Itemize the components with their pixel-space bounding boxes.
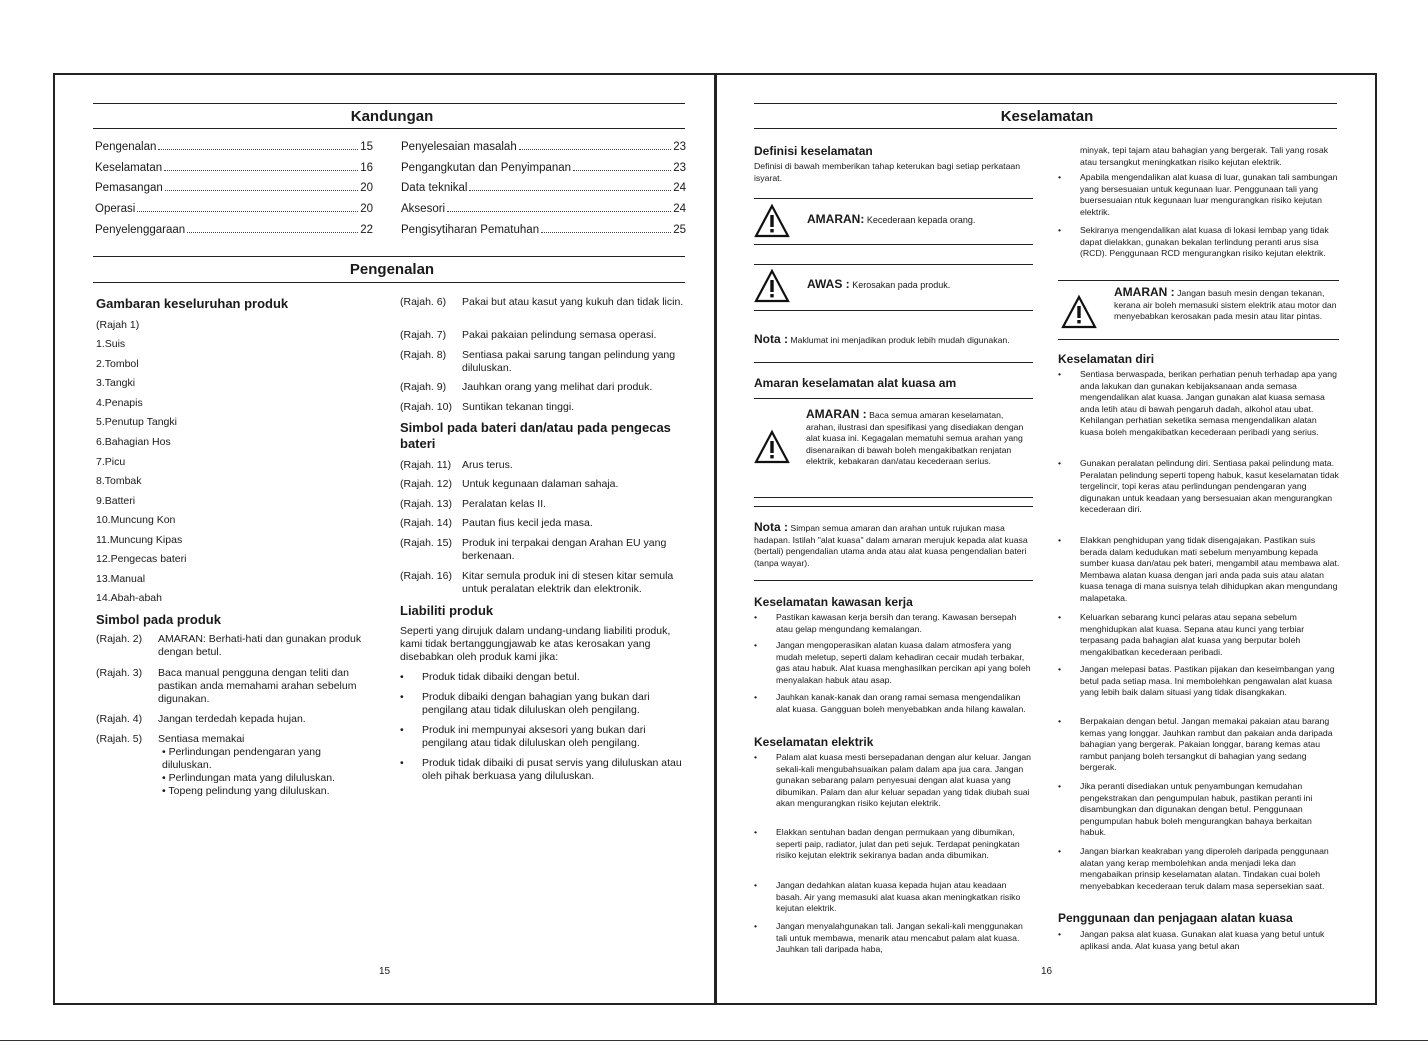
signal-word: Nota : bbox=[754, 520, 788, 534]
warning-icon bbox=[754, 268, 790, 304]
rule bbox=[93, 103, 685, 104]
list-item-text: Produk dibaiki dengan bahagian yang bukan dari pengilang atau tidak diluluskan oleh pengilang. bbox=[422, 691, 650, 716]
list-item bbox=[1058, 612, 1340, 660]
list-item bbox=[1058, 225, 1340, 273]
rule bbox=[754, 506, 1033, 507]
definitions-title: Definisi keselamatan bbox=[754, 144, 873, 158]
symbol-row bbox=[96, 633, 378, 661]
list-item-text: Elakkan sentuhan badan dengan permukaan yang dibumikan, seperti paip, radiator, julat dan peti sejuk. Terdapat peningkatan risiko kejutan elektrik sekiranya badan anda dibumikan. bbox=[776, 827, 1020, 860]
symbol-row bbox=[400, 349, 688, 377]
list-item bbox=[754, 880, 1034, 916]
caution-definition bbox=[807, 279, 1033, 292]
toc-leader bbox=[447, 211, 671, 212]
list-item bbox=[1058, 458, 1340, 528]
list-item bbox=[1058, 929, 1340, 953]
list-item-text: Produk ini mempunyai aksesori yang bukan dari pengilang atau tidak diluluskan oleh pengilang. bbox=[422, 724, 646, 749]
list-item-text: Jauhkan kanak-kanak dan orang ramai semasa mengendalikan alat kuasa. Gangguan boleh menyebabkan anda hilang kawalan. bbox=[776, 692, 1026, 714]
bullet: • bbox=[400, 757, 404, 769]
symbol-text: Produk ini terpakai dengan Arahan EU yang berkenaan. bbox=[462, 537, 667, 562]
spread-divider bbox=[714, 73, 717, 1005]
list-item-text: Sentiasa berwaspada, berikan perhatian penuh terhadap apa yang anda lakukan dan gunakan kebijaksanaan anda semasa mengendalikan alat kuasa. Jangan gunakan alat kuasa semasa anda letih atau di bawah pengaruh dadah, alkohol atau ubat. Kehilangan perhatian seketika semasa mengendalikan alatan kuasa boleh mengakibatkan kecederaan peribadi yang serius. bbox=[1080, 369, 1337, 437]
symbol-text: Peralatan kelas II. bbox=[462, 498, 547, 510]
toc-leader bbox=[541, 232, 671, 233]
list-item-text: Jangan melepasi batas. Pastikan pijakan dan keseimbangan yang betul pada setiap masa. Ini membolehkan pengawalan alat kuasa yang lebih baik dalam situasi yang tidak disangkakan. bbox=[1080, 664, 1335, 697]
electrical-safety-title: Keselamatan elektrik bbox=[754, 735, 874, 749]
list-item bbox=[400, 691, 690, 719]
contents-heading: Kandungan bbox=[350, 108, 434, 125]
list-item bbox=[754, 752, 1034, 822]
warning-text: Jangan basuh mesin dengan tekanan, kerana air boleh memasuki sistem elektrik atau motor dan menyebabkan kerosakan pada mesin atau litar pintas. bbox=[1114, 288, 1337, 321]
list-item bbox=[400, 724, 690, 752]
work-area-title: Keselamatan kawasan kerja bbox=[754, 595, 913, 609]
bullet: • bbox=[1058, 369, 1062, 379]
symbol-row bbox=[96, 733, 378, 747]
toc-page: 24 bbox=[673, 203, 686, 215]
liability-title: Liabiliti produk bbox=[400, 603, 494, 618]
symbol-text: Pakai but atau kasut yang kukuh dan tidak licin. bbox=[462, 296, 684, 308]
toc-page: 23 bbox=[673, 162, 686, 174]
bullet: • bbox=[1058, 458, 1062, 468]
figure-ref: (Rajah. 16) bbox=[400, 570, 452, 582]
ppe-item: • Perlindungan pendengaran yang bbox=[162, 746, 321, 758]
rule bbox=[754, 128, 1337, 129]
figure-ref: (Rajah. 2) bbox=[96, 633, 143, 645]
toc-label: Pemasangan bbox=[95, 182, 163, 194]
toc-leader bbox=[187, 232, 358, 233]
note-text: Simpan semua amaran dan arahan untuk rujukan masa hadapan. Istilah "alat kuasa" dalam amaran merujuk kepada alat kuasa (bertali) pengendalian utama anda atau alat kuasa pengendalian bateri (tanpa wayar). bbox=[754, 523, 1028, 568]
symbol-row bbox=[400, 329, 688, 343]
toc-entry[interactable] bbox=[401, 141, 686, 153]
rule bbox=[754, 198, 1033, 199]
toc-leader bbox=[519, 149, 671, 150]
list-item: 12.Pengecas bateri bbox=[96, 553, 187, 565]
bullet: • bbox=[1058, 664, 1062, 674]
general-warning bbox=[806, 409, 1032, 468]
symbol-row bbox=[400, 517, 690, 531]
list-item-text: Keluarkan sebarang kunci pelaras atau sepana sebelum menghidupkan alat kuasa. Sepana atau kunci yang terbiar terpasang pada bahagian alat kuasa yang berputar boleh mengakibatkan kecederaan peribadi. bbox=[1080, 612, 1305, 657]
toc-page: 24 bbox=[673, 182, 686, 194]
list-item bbox=[1058, 172, 1340, 220]
figure-ref: (Rajah. 15) bbox=[400, 537, 452, 549]
rule bbox=[754, 244, 1033, 245]
toc-entry[interactable] bbox=[95, 162, 373, 174]
bullet: • bbox=[400, 724, 404, 736]
toc-label: Keselamatan bbox=[95, 162, 163, 174]
warning-icon bbox=[1061, 294, 1097, 330]
list-item bbox=[400, 757, 690, 785]
toc-entry[interactable] bbox=[95, 203, 373, 215]
continued-text: minyak, tepi tajam atau bahagian yang bergerak. Tali yang rosak atau tersangkut meningkatkan risiko kejutan elektrik. bbox=[1080, 145, 1329, 167]
symbol-text: Pakai pakaian pelindung semasa operasi. bbox=[462, 329, 657, 341]
bullet: • bbox=[1058, 172, 1062, 182]
list-item-text: Jangan paksa alat kuasa. Gunakan alat kuasa yang betul untuk aplikasi anda. Alat kuasa yang betul akan bbox=[1080, 929, 1325, 951]
symbol-row bbox=[400, 537, 690, 565]
symbol-text: Suntikan tekanan tinggi. bbox=[462, 401, 575, 413]
symbol-row bbox=[400, 296, 688, 324]
toc-label: Aksesori bbox=[401, 203, 446, 215]
page-number: 16 bbox=[1041, 966, 1053, 977]
bullet: • bbox=[1058, 781, 1062, 791]
signal-text: Kerosakan pada produk. bbox=[852, 280, 951, 290]
bottom-rule bbox=[0, 1040, 1428, 1041]
list-item-text: Apabila mengendalikan alat kuasa di luar, gunakan tali sambungan yang bersesuaian untuk kegunaan luar. Penggunaan tali yang buersesuaian ntuk kegunaan luar mengurangkan risiko kejutan elektrik. bbox=[1080, 172, 1338, 217]
ppe-item: • Topeng pelindung yang diluluskan. bbox=[162, 785, 330, 797]
bullet: • bbox=[1058, 716, 1062, 726]
symbol-text: Jangan terdedah kepada hujan. bbox=[158, 713, 306, 725]
toc-page: 23 bbox=[673, 141, 686, 153]
symbol-text: Jauhkan orang yang melihat dari produk. bbox=[462, 381, 653, 393]
toc-page: 22 bbox=[360, 224, 373, 236]
signal-word: AMARAN: bbox=[807, 212, 865, 226]
list-item-text: Jangan menyalahgunakan tali. Jangan sekali-kali menggunakan tali untuk membawa, menarik atau mencabut palam alat kuasa. Jauhkan tali daripada haba, bbox=[776, 921, 1023, 954]
rule bbox=[1058, 280, 1339, 281]
symbol-text: Baca manual pengguna dengan teliti dan pastikan anda memahami arahan sebelum digunakan. bbox=[158, 667, 357, 705]
list-item: 7.Picu bbox=[96, 456, 126, 468]
toc-leader bbox=[137, 211, 358, 212]
figure-ref: (Rajah. 11) bbox=[400, 459, 452, 471]
toc-label: Penyelesaian masalah bbox=[401, 141, 517, 153]
rule bbox=[754, 264, 1033, 265]
toc-label: Data teknikal bbox=[401, 182, 468, 194]
definitions-text: Definisi di bawah memberikan tahap keterukan bagi setiap perkataan isyarat. bbox=[754, 161, 1021, 183]
toc-entry[interactable] bbox=[401, 203, 686, 215]
list-item-text: Produk tidak dibaiki dengan betul. bbox=[422, 671, 580, 683]
toc-label: Penyelenggaraan bbox=[95, 224, 186, 236]
list-item: 2.Tombol bbox=[96, 358, 139, 370]
note-definition bbox=[754, 334, 1033, 347]
figure-ref: (Rajah. 10) bbox=[400, 401, 452, 413]
symbol-row bbox=[400, 478, 690, 492]
toc-label: Operasi bbox=[95, 203, 136, 215]
figure-ref: (Rajah. 14) bbox=[400, 517, 452, 529]
list-item: 6.Bahagian Hos bbox=[96, 436, 171, 448]
list-item bbox=[754, 921, 1034, 957]
list-item bbox=[1058, 846, 1340, 906]
rule bbox=[754, 580, 1033, 581]
toc-leader bbox=[573, 170, 671, 171]
list-item: (Rajah 1) bbox=[96, 319, 140, 331]
rule bbox=[93, 282, 685, 283]
warning-icon bbox=[754, 203, 790, 239]
warning-icon bbox=[754, 429, 790, 465]
bullet: • bbox=[754, 752, 758, 762]
rule bbox=[754, 362, 1033, 363]
warning-text: Baca semua amaran keselamatan, arahan, ilustrasi dan spesifikasi yang disediakan dengan alat kuasa ini. Kegagalan mematuhi semua arahan yang disenaraikan di bawah boleh mengakibatkan renjatan elektrik, kebakaran dan/atau kecederaan serius. bbox=[806, 410, 1024, 466]
symbol-text: AMARAN: Berhati-hati dan gunakan produk dengan betul. bbox=[158, 633, 362, 658]
list-item-text: Pastikan kawasan kerja bersih dan terang. Kawasan bersepah atau gelap mengundang kemalangan. bbox=[776, 612, 1017, 634]
list-item-text: Produk tidak dibaiki di pusat servis yang diluluskan atau oleh pihak berkuasa yang diluluskan. bbox=[422, 757, 682, 782]
intro-heading: Pengenalan bbox=[349, 261, 435, 278]
bullet: • bbox=[400, 691, 404, 703]
bullet: • bbox=[400, 671, 404, 683]
pressure-wash-warning bbox=[1114, 287, 1338, 323]
liability-text: Seperti yang dirujuk dalam undang-undang liabiliti produk, kami tidak bertanggungjawab ke atas kerosakan yang disebabkan oleh produk kami jika: bbox=[400, 625, 671, 663]
list-item-text: Berpakaian dengan betul. Jangan memakai pakaian atau barang kemas yang longgar. Jauhkan rambut dan pakaian anda daripada bahagian yang bergerak. Pakaian longgar, barang kemas atau rambut panjang boleh tersangkut di bahagian yang sedang bergerak. bbox=[1080, 716, 1333, 772]
toc-label: Pengangkutan dan Penyimpanan bbox=[401, 162, 572, 174]
symbol-text: Sentiasa pakai sarung tangan pelindung yang diluluskan. bbox=[462, 349, 676, 374]
general-warnings-title: Amaran keselamatan alat kuasa am bbox=[754, 376, 957, 390]
list-item-text: Elakkan penghidupan yang tidak disengajakan. Pastikan suis berada dalam kedudukan mati sebelum menyambung kepada sumber kuasa dan/atau pek bateri, mengambil atau membawa alat. Membawa alatan kuasa dengan jari anda pada suis atau alatan kuasa tenaga di mana suisnya telah dihidupkan akan mengundang malapetaka. bbox=[1080, 535, 1340, 603]
figure-ref: (Rajah. 7) bbox=[400, 329, 447, 341]
rule bbox=[754, 398, 1033, 399]
toc-leader bbox=[158, 149, 358, 150]
overview-title: Gambaran keseluruhan produk bbox=[96, 296, 289, 311]
list-item: 14.Abah-abah bbox=[96, 592, 162, 604]
list-item: 10.Muncung Kon bbox=[96, 514, 176, 526]
bullet: • bbox=[1058, 846, 1062, 856]
page-number: 15 bbox=[379, 966, 391, 977]
symbols-title: Simbol pada produk bbox=[96, 612, 221, 627]
list-item bbox=[1058, 664, 1340, 712]
list-item-text: Jangan mengoperasikan alatan kuasa dalam atmosfera yang mudah meletup, seperti dalam kehadiran cecair mudah terbakar, gas atau habuk. Alat kuasa menghasilkan percikan api yang boleh menyalakan habuk atau asap. bbox=[776, 640, 1031, 685]
toc-page: 20 bbox=[360, 182, 373, 194]
list-item bbox=[1058, 716, 1340, 776]
bullet: • bbox=[1058, 535, 1062, 545]
signal-text: Kecederaan kepada orang. bbox=[866, 215, 976, 225]
list-item-text: Jangan biarkan keakraban yang diperoleh daripada penggunaan alatan yang kerap membolehkan anda menjadi leka dan mengabaikan prinsip keselamatan alatan. Tindakan cuai boleh menyebabkan kecederaan teruk dalam masa sepersekian saat. bbox=[1080, 846, 1329, 891]
personal-safety-title: Keselamatan diri bbox=[1058, 352, 1155, 366]
bullet: • bbox=[754, 612, 758, 622]
list-item: 1.Suis bbox=[96, 338, 126, 350]
symbol-row bbox=[400, 498, 690, 512]
list-item bbox=[1058, 535, 1340, 605]
figure-ref: (Rajah. 3) bbox=[96, 667, 143, 679]
toc-entry[interactable] bbox=[95, 224, 373, 236]
bullet: • bbox=[754, 880, 758, 890]
figure-ref: (Rajah. 6) bbox=[400, 296, 447, 308]
symbol-row bbox=[400, 570, 690, 598]
list-item-text: Gunakan peralatan pelindung diri. Sentiasa pakai pelindung mata. Peralatan pelindung seperti topeng habuk, kasut keselamatan tidak tergelincir, topi keras atau perlindungan pendengaran yang digunakan untuk keadaan yang bersesuaian akan mengurangkan kecederaan diri. bbox=[1080, 458, 1339, 514]
bullet: • bbox=[1058, 929, 1062, 939]
symbol-text: Sentiasa memakai bbox=[158, 733, 245, 745]
list-item: 5.Penutup Tangki bbox=[96, 416, 177, 428]
figure-ref: (Rajah. 8) bbox=[400, 349, 447, 361]
bullet: • bbox=[754, 692, 758, 702]
symbol-text: Pautan fius kecil jeda masa. bbox=[462, 517, 593, 529]
list-item bbox=[754, 827, 1034, 875]
signal-word: AWAS : bbox=[807, 277, 850, 291]
list-item: 11.Muncung Kipas bbox=[96, 534, 183, 546]
symbol-row bbox=[400, 459, 690, 473]
toc-page: 16 bbox=[360, 162, 373, 174]
list-item bbox=[1058, 781, 1340, 841]
toc-label: Pengisytiharan Pematuhan bbox=[401, 224, 540, 236]
toc-leader bbox=[164, 170, 358, 171]
signal-word: AMARAN : bbox=[806, 407, 867, 421]
toc-entry[interactable] bbox=[95, 182, 373, 194]
list-item bbox=[400, 671, 690, 685]
list-item bbox=[754, 640, 1034, 688]
symbol-text: Arus terus. bbox=[462, 459, 513, 471]
rule bbox=[93, 256, 685, 257]
list-item-text: Palam alat kuasa mesti bersepadanan dengan alur keluar. Jangan sekali-kali mengubahsuaikan palam dalam apa jua cara. Jangan gunakan sebarang palam penyesuai dengan alat kuasa yang dibumikan. Palam dan alur keluar sepadan yang tidak diubah suai akan mengurangkan risiko kejutan elektrik. bbox=[776, 752, 1032, 808]
figure-ref: (Rajah. 5) bbox=[96, 733, 143, 745]
list-item: 9.Batteri bbox=[96, 495, 136, 507]
rule bbox=[93, 128, 685, 129]
bullet: • bbox=[754, 921, 758, 931]
rule bbox=[754, 103, 1337, 104]
symbol-row bbox=[96, 713, 378, 727]
list-item: 13.Manual bbox=[96, 573, 146, 585]
list-item bbox=[754, 692, 1034, 728]
list-item-text: Jangan dedahkan alatan kuasa kepada hujan atau keadaan basah. Air yang memasuki alat kuasa akan meningkatkan risiko kejutan elektrik. bbox=[776, 880, 1021, 913]
figure-ref: (Rajah. 4) bbox=[96, 713, 143, 725]
note-text: Maklumat ini menjadikan produk lebih mudah digunakan. bbox=[790, 335, 1010, 345]
signal-word: AMARAN : bbox=[1114, 285, 1175, 299]
list-item: 3.Tangki bbox=[96, 377, 136, 389]
list-item bbox=[754, 612, 1034, 636]
tool-use-title: Penggunaan dan penjagaan alatan kuasa bbox=[1058, 911, 1293, 925]
safety-heading: Keselamatan bbox=[1000, 108, 1094, 125]
rule bbox=[754, 310, 1033, 311]
battery-symbols-title: Simbol pada bateri dan/atau pada pengecas bateri bbox=[400, 420, 671, 451]
toc-leader bbox=[469, 190, 671, 191]
list-item: 4.Penapis bbox=[96, 397, 143, 409]
toc-label: Pengenalan bbox=[95, 141, 157, 153]
ppe-item: • Perlindungan mata yang diluluskan. bbox=[162, 772, 335, 784]
list-item: 8.Tombak bbox=[96, 475, 142, 487]
list-item-text: Jika peranti disediakan untuk penyambungan kemudahan pengekstrakan dan pengumpulan habuk, pastikan peranti ini disambungkan dan digunakan dengan betul. Penggunaan pengumpulan habuk boleh mengurangkan bahaya berkaitan habuk. bbox=[1080, 781, 1313, 837]
toc-page: 20 bbox=[360, 203, 373, 215]
toc-entry[interactable] bbox=[401, 182, 686, 194]
toc-page: 25 bbox=[673, 224, 686, 236]
note-save bbox=[754, 522, 1033, 569]
rule bbox=[754, 497, 1033, 498]
bullet: • bbox=[754, 827, 758, 837]
warning-definition bbox=[807, 214, 1033, 227]
toc-leader bbox=[165, 190, 358, 191]
symbol-row bbox=[400, 401, 688, 415]
figure-ref: (Rajah. 12) bbox=[400, 478, 452, 490]
bullet: • bbox=[1058, 225, 1062, 235]
figure-ref: (Rajah. 9) bbox=[400, 381, 447, 393]
toc-entry[interactable] bbox=[95, 141, 373, 153]
toc-entry[interactable] bbox=[401, 224, 686, 236]
toc-page: 15 bbox=[360, 141, 373, 153]
rule bbox=[1058, 339, 1339, 340]
list-item-text: Sekiranya mengendalikan alat kuasa di lokasi lembap yang tidak dapat dielakkan, gunakan bekalan terlindung peranti arus sisa (RCD). Penggunaan RCD mengurangkan risiko kejutan elektrik. bbox=[1080, 225, 1329, 258]
bullet: • bbox=[754, 640, 758, 650]
signal-word: Nota : bbox=[754, 332, 788, 346]
symbol-text: Untuk kegunaan dalaman sahaja. bbox=[462, 478, 619, 490]
ppe-item: diluluskan. bbox=[162, 759, 212, 771]
figure-ref: (Rajah. 13) bbox=[400, 498, 452, 510]
toc-entry[interactable] bbox=[401, 162, 686, 174]
symbol-row bbox=[400, 381, 688, 395]
list-item bbox=[1058, 369, 1340, 451]
symbol-text: Kitar semula produk ini di stesen kitar semula untuk peralatan elektrik dan elektronik. bbox=[462, 570, 674, 595]
symbol-row bbox=[96, 667, 378, 707]
bullet: • bbox=[1058, 612, 1062, 622]
